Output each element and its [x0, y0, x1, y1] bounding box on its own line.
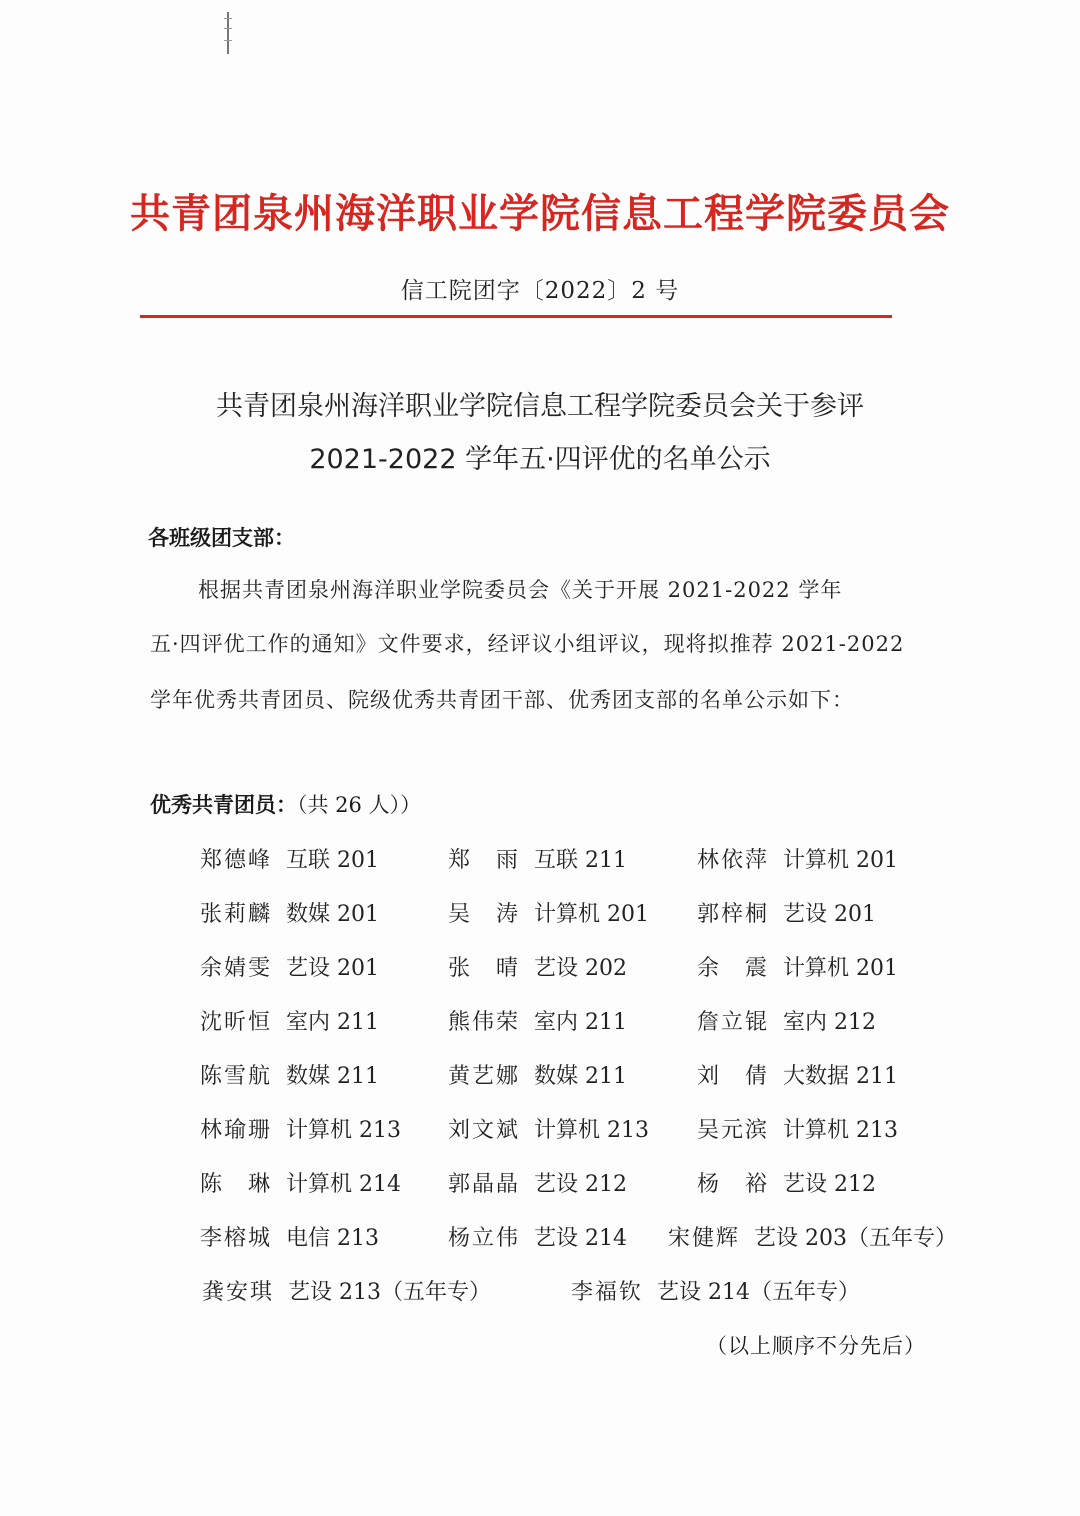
member-name: 余 震 [697, 956, 770, 981]
member-entry [697, 1167, 876, 1198]
section-heading [150, 789, 421, 819]
document-title-line-1: 共青团泉州海洋职业学院信息工程学院委员会关于参评 [216, 391, 864, 422]
member-class: 室内 211 [286, 1010, 380, 1035]
member-entry [697, 897, 876, 928]
member-count: （共 26 人）） [297, 793, 422, 817]
member-entry [697, 1059, 898, 1090]
member-entry [448, 1167, 627, 1198]
member-name: 詹立锟 [697, 1010, 770, 1035]
document-title-line-2: 2021-2022 学年五·四评优的名单公示 [309, 444, 771, 475]
member-name: 李榕城 [200, 1226, 273, 1251]
member-class: 艺设 212 [534, 1172, 628, 1197]
member-class: 艺设 203（五年专） [754, 1226, 958, 1251]
member-entry [697, 843, 898, 874]
member-entry [571, 1275, 860, 1306]
member-class: 计算机 213 [783, 1118, 899, 1143]
member-name: 林依萍 [697, 848, 770, 873]
member-entry [448, 1005, 627, 1036]
member-entry [200, 1221, 379, 1252]
member-entry [668, 1221, 957, 1252]
member-class: 计算机 214 [286, 1172, 402, 1197]
member-class: 艺设 214 [534, 1226, 628, 1251]
member-entry [697, 1113, 898, 1144]
member-entry [448, 1059, 627, 1090]
member-entry [200, 951, 379, 982]
member-entry [200, 1113, 401, 1144]
member-class: 数媒 211 [286, 1064, 380, 1089]
member-name: 郑德峰 [200, 848, 273, 873]
salutation: 各班级团支部： [148, 526, 295, 550]
document-number: 信工院团字〔2022〕2 号 [400, 278, 680, 304]
member-class: 计算机 213 [534, 1118, 650, 1143]
member-class: 艺设 213（五年专） [288, 1280, 492, 1305]
member-entry [202, 1275, 491, 1306]
member-name: 吴 涛 [448, 902, 521, 927]
section-label: 优秀共青团员： [150, 793, 297, 817]
member-name: 宋健辉 [668, 1226, 741, 1251]
member-class: 计算机 201 [783, 848, 899, 873]
member-entry [448, 1221, 627, 1252]
member-class: 室内 211 [534, 1010, 628, 1035]
member-name: 郭梓桐 [697, 902, 770, 927]
member-name: 黄艺娜 [448, 1064, 521, 1089]
member-entry [200, 1059, 379, 1090]
member-entry [448, 1113, 649, 1144]
member-entry [200, 1005, 379, 1036]
member-name: 熊伟荣 [448, 1010, 521, 1035]
body-line-3: 学年优秀共青团员、院级优秀共青团干部、优秀团支部的名单公示如下： [150, 688, 854, 712]
member-name: 陈雪航 [200, 1064, 273, 1089]
member-name: 郭晶晶 [448, 1172, 521, 1197]
member-entry [448, 843, 627, 874]
member-class: 数媒 201 [286, 902, 380, 927]
member-name: 吴元滨 [697, 1118, 770, 1143]
member-entry [200, 1167, 401, 1198]
organization-header: 共青团泉州海洋职业学院信息工程学院委员会 [130, 190, 950, 237]
member-entry [448, 951, 627, 982]
member-class: 大数据 211 [783, 1064, 899, 1089]
member-class: 计算机 213 [286, 1118, 402, 1143]
member-name: 陈 琳 [200, 1172, 273, 1197]
staple-mark [224, 12, 232, 54]
member-name: 张莉麟 [200, 902, 273, 927]
body-line-2: 五·四评优工作的通知》文件要求，经评议小组评议，现将拟推荐 2021-2022 [150, 632, 905, 656]
member-entry [200, 843, 379, 874]
member-class: 艺设 214（五年专） [657, 1280, 861, 1305]
order-note: （以上顺序不分先后） [706, 1334, 926, 1358]
member-name: 郑 雨 [448, 848, 521, 873]
member-name: 余婧雯 [200, 956, 273, 981]
member-name: 林瑜珊 [200, 1118, 273, 1143]
member-entry [448, 897, 649, 928]
member-name: 刘文斌 [448, 1118, 521, 1143]
member-name: 刘 倩 [697, 1064, 770, 1089]
member-entry [697, 1005, 876, 1036]
member-class: 计算机 201 [783, 956, 899, 981]
member-name: 杨立伟 [448, 1226, 521, 1251]
member-name: 张 晴 [448, 956, 521, 981]
red-divider [140, 315, 892, 318]
member-class: 计算机 201 [534, 902, 650, 927]
member-class: 艺设 202 [534, 956, 628, 981]
member-entry [697, 951, 898, 982]
member-name: 杨 裕 [697, 1172, 770, 1197]
member-name: 沈昕恒 [200, 1010, 273, 1035]
member-class: 艺设 212 [783, 1172, 877, 1197]
member-entry [200, 897, 379, 928]
member-class: 数媒 211 [534, 1064, 628, 1089]
member-name: 李福钦 [571, 1280, 644, 1305]
body-line-1: 根据共青团泉州海洋职业学院委员会《关于开展 2021-2022 学年 [198, 578, 843, 602]
member-class: 电信 213 [286, 1226, 380, 1251]
member-class: 室内 212 [783, 1010, 877, 1035]
member-name: 龚安琪 [202, 1280, 275, 1305]
member-class: 互联 211 [534, 848, 628, 873]
member-class: 互联 201 [286, 848, 380, 873]
member-class: 艺设 201 [286, 956, 380, 981]
member-class: 艺设 201 [783, 902, 877, 927]
